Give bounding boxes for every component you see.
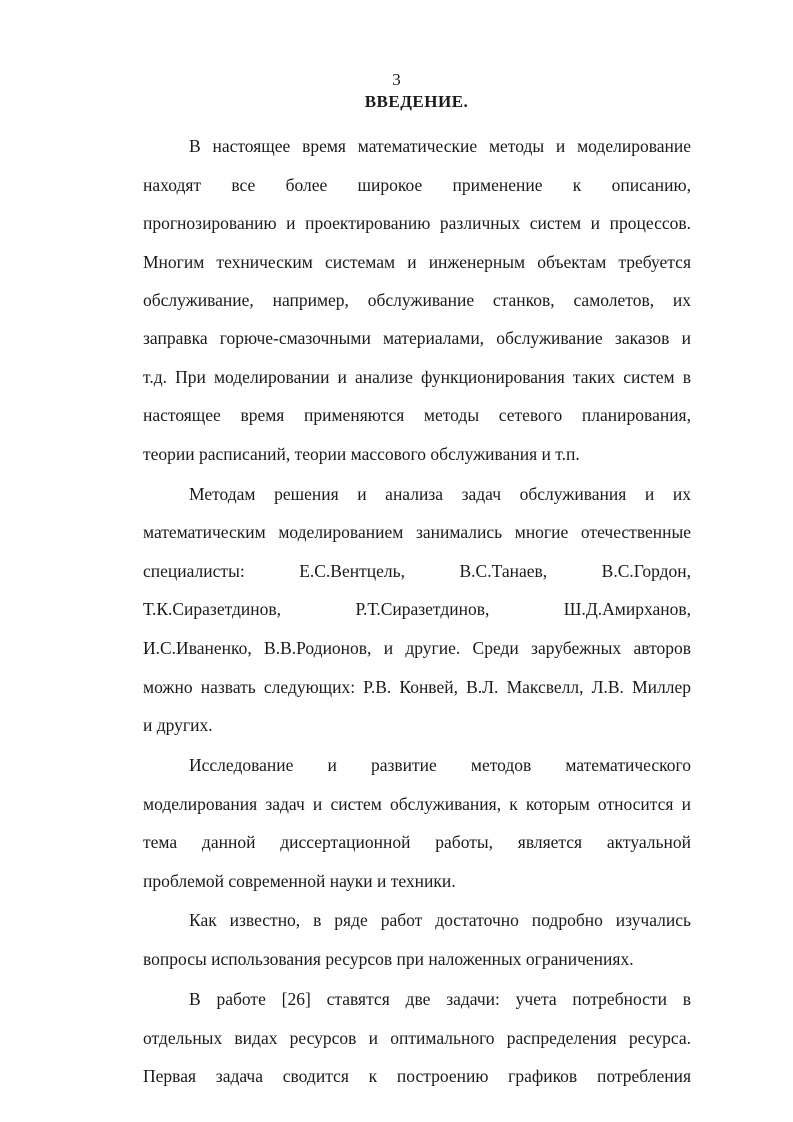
text-line: В настоящее время математические методы и моделирование	[189, 136, 691, 156]
text-line: проблемой современной науки и техники.	[143, 871, 456, 891]
text-line: можно назвать следующих: Р.В. Конвей, В.Л. Максвелл, Л.В. Миллер	[143, 677, 691, 697]
text-line: обслуживание, например, обслуживание станков, самолетов, их	[143, 290, 691, 310]
text-line: заправка горюче-смазочными материалами, обслуживание заказов и	[143, 328, 691, 348]
text-line: И.С.Иваненко, В.В.Родионов, и другие. Среди зарубежных авторов	[143, 638, 691, 658]
text-line: Как известно, в ряде работ достаточно подробно изучались	[189, 910, 691, 930]
text-line: Т.К.Сиразетдинов, Р.Т.Сиразетдинов, Ш.Д.Амирханов,	[143, 599, 691, 619]
page-number: 3	[392, 70, 401, 89]
text-line: Первая задача сводится к построению графиков потребления	[143, 1066, 691, 1086]
text-line: прогнозированию и проектированию различных систем и процессов.	[143, 213, 691, 233]
text-line: и других.	[143, 715, 213, 735]
text-line: Методам решения и анализа задач обслуживания и их	[189, 484, 691, 504]
text-line: Исследование и развитие методов математического	[189, 755, 691, 775]
text-line: находят все более широкое применение к описанию,	[143, 175, 691, 195]
text-line: В работе [26] ставятся две задачи: учета потребности в	[189, 989, 691, 1009]
text-line: теории расписаний, теории массового обслуживания и т.п.	[143, 444, 580, 464]
text-line: т.д. При моделировании и анализе функционирования таких систем в	[143, 367, 691, 387]
text-line: математическим моделированием занимались многие отечественные	[143, 522, 691, 542]
text-line: настоящее время применяются методы сетевого планирования,	[143, 405, 691, 425]
page-heading: ВВЕДЕНИЕ.	[364, 92, 469, 111]
text-line: моделирования задач и систем обслуживания, к которым относится и	[143, 794, 691, 814]
text-line: специалисты: Е.С.Вентцель, В.С.Танаев, В.С.Гордон,	[143, 561, 691, 581]
text-line: тема данной диссертационной работы, является актуальной	[143, 832, 691, 852]
text-line: вопросы использования ресурсов при наложенных ограничениях.	[143, 949, 634, 969]
text-line: отдельных видах ресурсов и оптимального распределения ресурса.	[143, 1028, 691, 1048]
text-line: Многим техническим системам и инженерным объектам требуется	[143, 252, 691, 272]
